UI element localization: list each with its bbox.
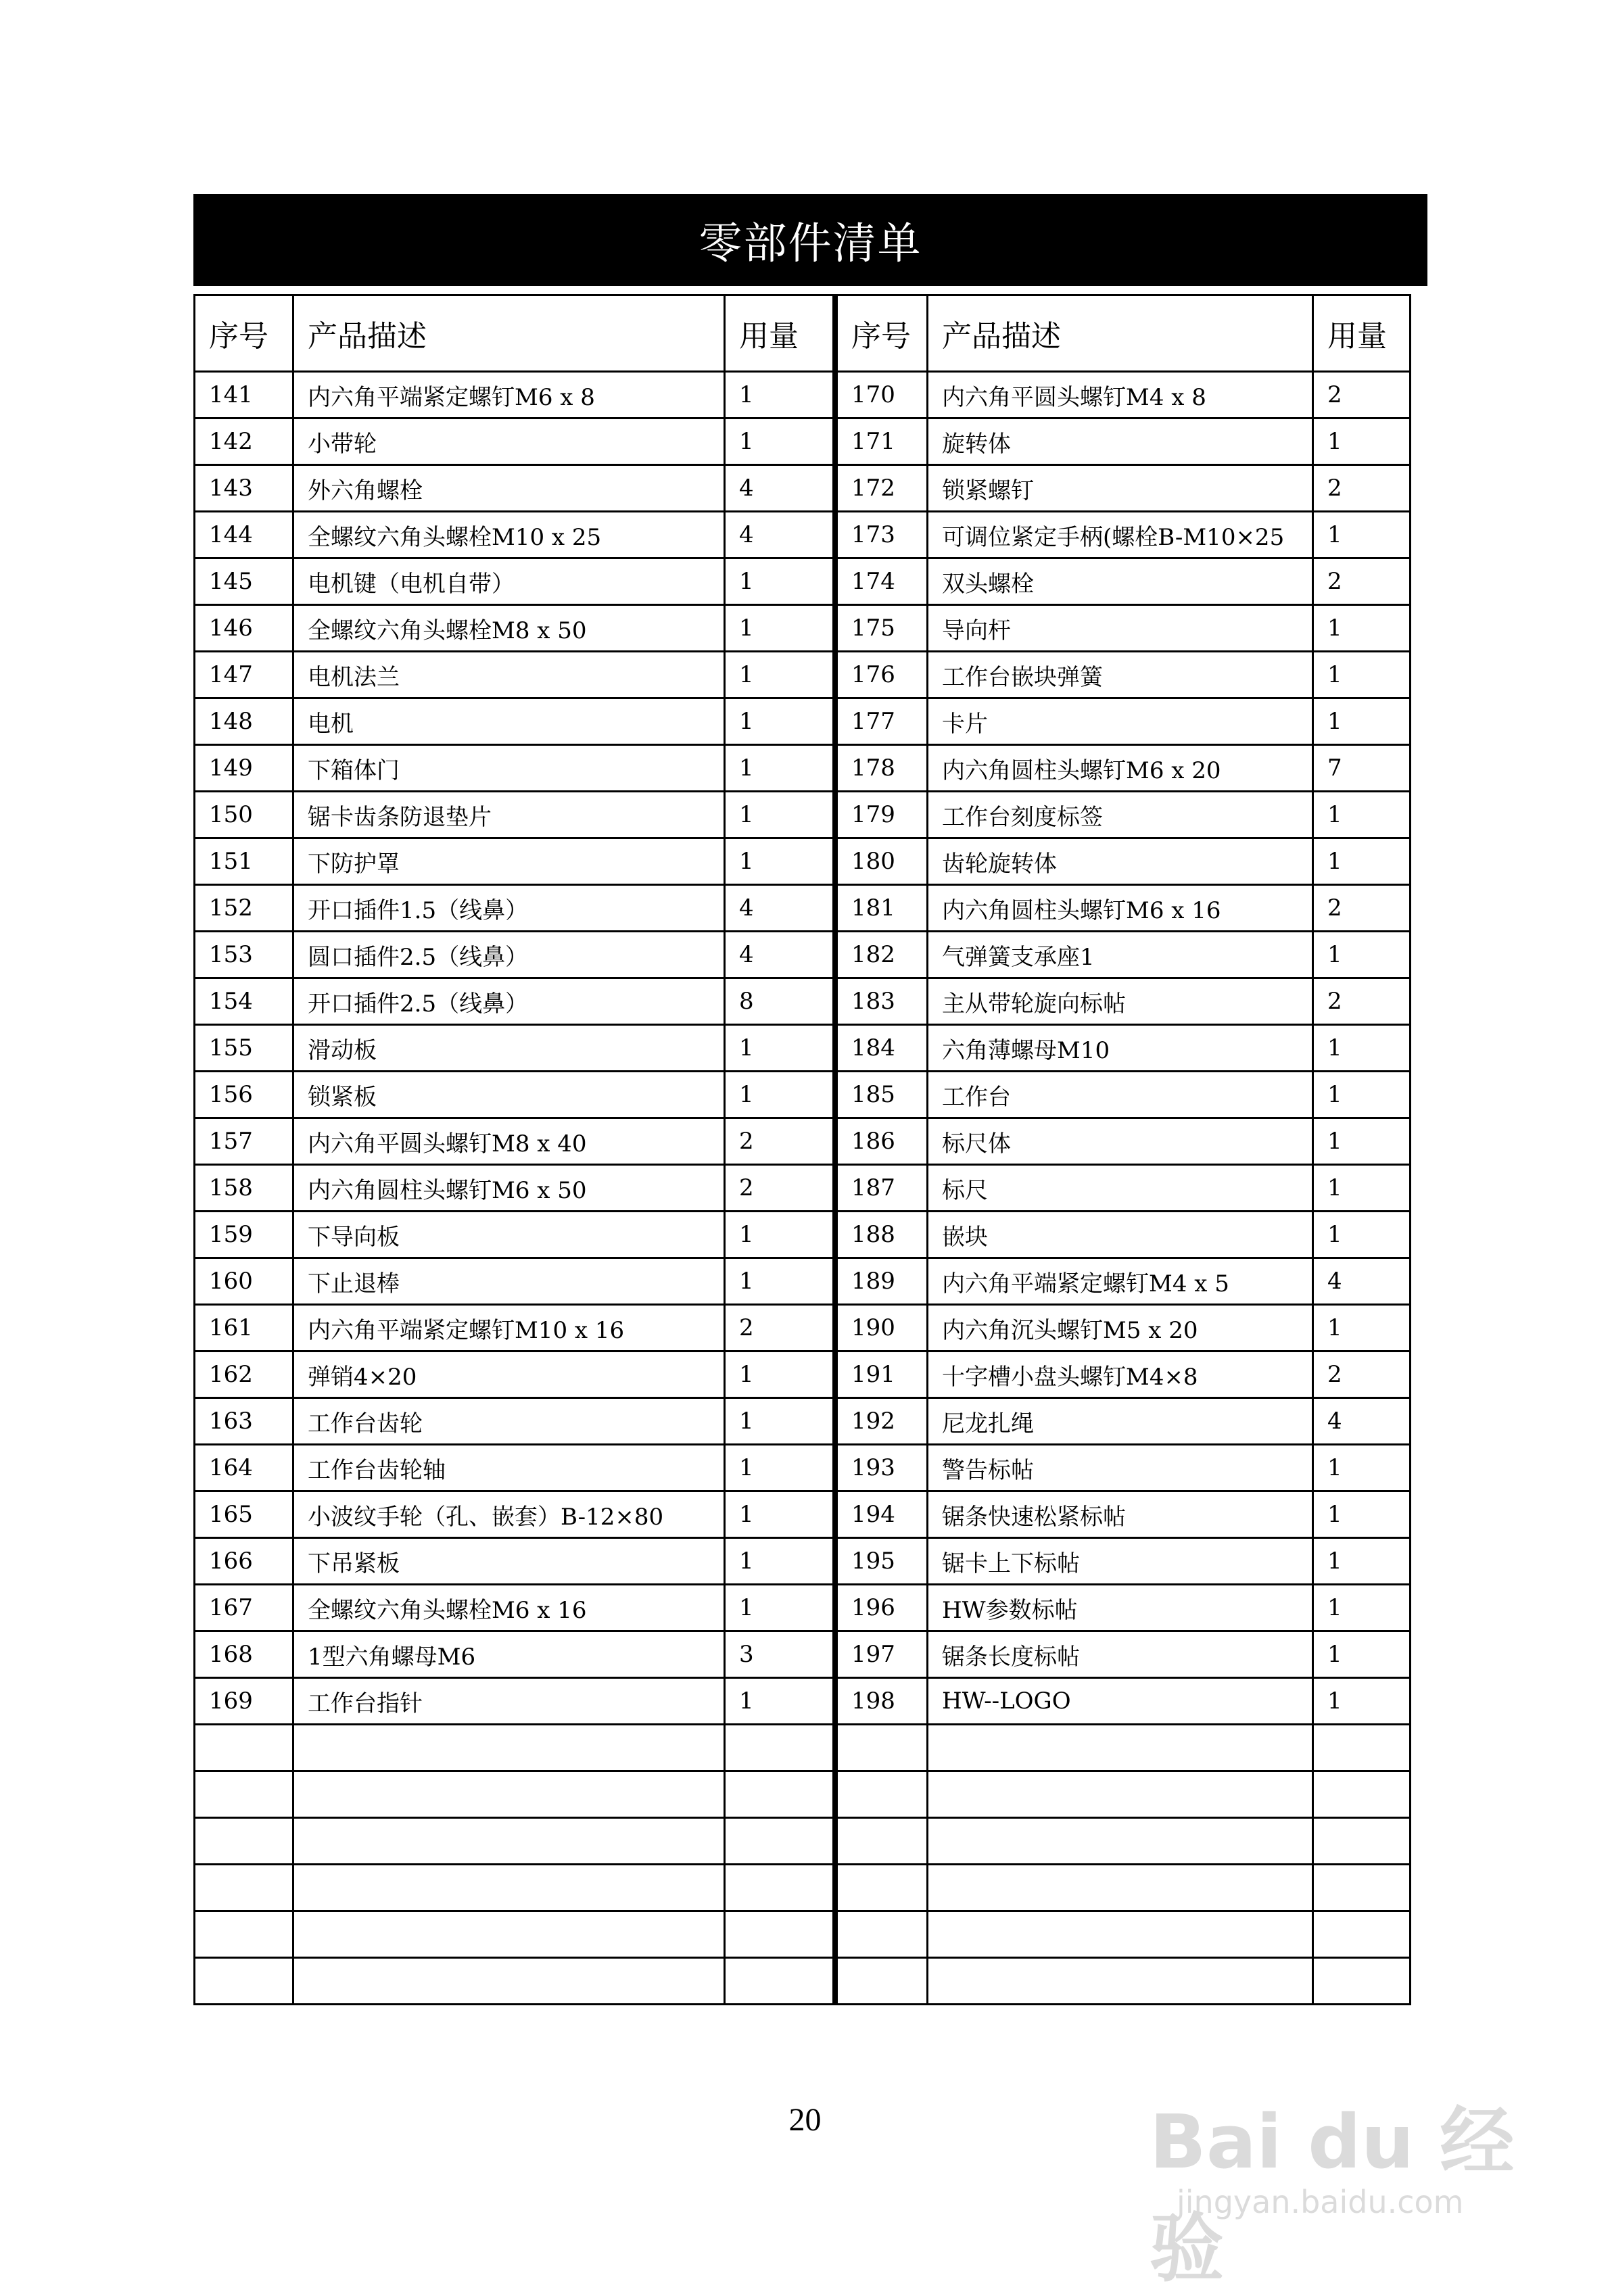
cell-no: 175	[837, 605, 928, 652]
cell-desc: 内六角平端紧定螺钉M6 x 8	[293, 372, 725, 418]
cell-qty: 1	[1313, 1072, 1411, 1118]
cell-qty: 1	[725, 1585, 834, 1631]
cell-desc	[928, 1725, 1313, 1771]
cell-desc: 卡片	[928, 698, 1313, 745]
cell-no: 162	[195, 1352, 293, 1398]
cell-desc	[928, 1865, 1313, 1911]
cell-no: 166	[195, 1538, 293, 1585]
cell-qty: 4	[725, 512, 834, 558]
cell-no: 195	[837, 1538, 928, 1585]
cell-desc: 电机键（电机自带）	[293, 558, 725, 605]
cell-qty: 7	[1313, 745, 1411, 792]
table-row	[837, 1445, 1411, 1491]
cell-no: 141	[195, 372, 293, 418]
cell-qty: 1	[725, 1212, 834, 1258]
cell-qty: 1	[725, 1491, 834, 1538]
table-row	[195, 1631, 834, 1678]
table-row	[837, 885, 1411, 932]
cell-qty: 4	[725, 932, 834, 978]
cell-desc: 内六角沉头螺钉M5 x 20	[928, 1305, 1313, 1352]
table-row	[837, 418, 1411, 465]
cell-desc: 全螺纹六角头螺栓M10 x 25	[293, 512, 725, 558]
table-row	[195, 1258, 834, 1305]
cell-no: 146	[195, 605, 293, 652]
cell-desc: 锯条快速松紧标帖	[928, 1491, 1313, 1538]
cell-no: 191	[837, 1352, 928, 1398]
cell-qty: 1	[1313, 698, 1411, 745]
cell-qty: 1	[725, 1538, 834, 1585]
cell-qty: 2	[725, 1118, 834, 1165]
cell-desc: 标尺	[928, 1165, 1313, 1212]
cell-qty	[1313, 1771, 1411, 1818]
cell-no: 156	[195, 1072, 293, 1118]
parts-table-left	[193, 294, 836, 2005]
cell-qty: 1	[1313, 1445, 1411, 1491]
table-row	[195, 652, 834, 698]
cell-desc: 工作台指针	[293, 1678, 725, 1725]
header-no: 序号	[195, 295, 293, 372]
cell-desc: 工作台刻度标签	[928, 792, 1313, 838]
cell-desc: 小带轮	[293, 418, 725, 465]
table-row	[195, 745, 834, 792]
cell-no	[195, 1865, 293, 1911]
cell-desc: 内六角圆柱头螺钉M6 x 50	[293, 1165, 725, 1212]
table-row	[837, 652, 1411, 698]
table-row	[195, 1305, 834, 1352]
cell-qty: 1	[1313, 1118, 1411, 1165]
table-row	[195, 1072, 834, 1118]
header-qty: 用量	[725, 295, 834, 372]
cell-no: 142	[195, 418, 293, 465]
cell-desc: 工作台	[928, 1072, 1313, 1118]
cell-desc: 双头螺栓	[928, 558, 1313, 605]
table-row	[837, 932, 1411, 978]
cell-no: 197	[837, 1631, 928, 1678]
parts-table-right	[836, 294, 1411, 2005]
cell-no: 147	[195, 652, 293, 698]
cell-qty	[725, 1865, 834, 1911]
cell-desc: 尼龙扎绳	[928, 1398, 1313, 1445]
cell-qty: 2	[1313, 465, 1411, 512]
cell-qty: 1	[1313, 792, 1411, 838]
cell-desc: 1型六角螺母M6	[293, 1631, 725, 1678]
cell-qty: 1	[725, 558, 834, 605]
cell-qty: 1	[725, 792, 834, 838]
cell-no	[195, 1771, 293, 1818]
table-row	[837, 1212, 1411, 1258]
table-row	[837, 372, 1411, 418]
cell-qty: 1	[1313, 1025, 1411, 1072]
cell-no: 196	[837, 1585, 928, 1631]
cell-desc: 内六角平端紧定螺钉M10 x 16	[293, 1305, 725, 1352]
cell-no: 163	[195, 1398, 293, 1445]
cell-desc: 内六角圆柱头螺钉M6 x 16	[928, 885, 1313, 932]
cell-desc: 可调位紧定手柄(螺栓B-M10×25	[928, 512, 1313, 558]
cell-qty	[725, 1771, 834, 1818]
cell-no: 157	[195, 1118, 293, 1165]
cell-desc: 齿轮旋转体	[928, 838, 1313, 885]
page-number: 20	[788, 2102, 822, 2138]
watermark-brand: Bai du 经验	[1150, 2099, 1515, 2292]
cell-no: 155	[195, 1025, 293, 1072]
table-header-row	[195, 295, 834, 372]
cell-qty: 1	[725, 372, 834, 418]
table-row	[195, 1818, 834, 1865]
cell-desc: 全螺纹六角头螺栓M8 x 50	[293, 605, 725, 652]
page-title: 零部件清单	[193, 194, 1427, 286]
cell-qty: 3	[725, 1631, 834, 1678]
cell-desc: 旋转体	[928, 418, 1313, 465]
cell-desc: 外六角螺栓	[293, 465, 725, 512]
cell-no: 154	[195, 978, 293, 1025]
cell-qty: 1	[1313, 512, 1411, 558]
cell-qty	[1313, 1911, 1411, 1958]
table-row	[195, 698, 834, 745]
table-row	[837, 1352, 1411, 1398]
cell-no	[837, 1771, 928, 1818]
cell-qty	[725, 1911, 834, 1958]
table-row	[837, 1025, 1411, 1072]
cell-no: 148	[195, 698, 293, 745]
cell-no: 183	[837, 978, 928, 1025]
cell-qty: 4	[1313, 1398, 1411, 1445]
cell-desc: 内六角圆柱头螺钉M6 x 20	[928, 745, 1313, 792]
watermark-logo	[1150, 2069, 1528, 2292]
cell-desc: 主从带轮旋向标帖	[928, 978, 1313, 1025]
cell-desc: 开口插件2.5（线鼻）	[293, 978, 725, 1025]
table-row	[195, 1212, 834, 1258]
cell-no: 181	[837, 885, 928, 932]
cell-desc: 锯条长度标帖	[928, 1631, 1313, 1678]
cell-qty: 1	[725, 1072, 834, 1118]
table-row	[837, 838, 1411, 885]
cell-no: 185	[837, 1072, 928, 1118]
cell-no: 150	[195, 792, 293, 838]
table-row	[837, 605, 1411, 652]
cell-desc: 工作台齿轮	[293, 1398, 725, 1445]
table-row	[837, 1165, 1411, 1212]
cell-desc: 导向杆	[928, 605, 1313, 652]
cell-desc: 锯卡上下标帖	[928, 1538, 1313, 1585]
table-row	[837, 1725, 1411, 1771]
table-row	[195, 418, 834, 465]
table-row	[195, 1118, 834, 1165]
cell-desc: 内六角平圆头螺钉M4 x 8	[928, 372, 1313, 418]
table-row	[837, 1305, 1411, 1352]
table-row	[195, 1025, 834, 1072]
cell-desc: 标尺体	[928, 1118, 1313, 1165]
table-row	[837, 1491, 1411, 1538]
cell-qty	[1313, 1818, 1411, 1865]
cell-no: 173	[837, 512, 928, 558]
table-row	[837, 1258, 1411, 1305]
table-row	[195, 1491, 834, 1538]
cell-qty: 1	[725, 418, 834, 465]
table-row	[195, 1725, 834, 1771]
cell-no: 187	[837, 1165, 928, 1212]
table-row	[837, 698, 1411, 745]
cell-qty: 1	[725, 1258, 834, 1305]
table-row	[837, 1818, 1411, 1865]
table-row	[837, 558, 1411, 605]
cell-no: 149	[195, 745, 293, 792]
table-row	[837, 1072, 1411, 1118]
cell-desc: 锯卡齿条防退垫片	[293, 792, 725, 838]
cell-desc: 内六角平圆头螺钉M8 x 40	[293, 1118, 725, 1165]
cell-qty: 2	[725, 1165, 834, 1212]
cell-no	[837, 1911, 928, 1958]
table-row	[837, 1958, 1411, 2005]
table-row	[837, 1631, 1411, 1678]
cell-desc: 下防护罩	[293, 838, 725, 885]
cell-desc: 下箱体门	[293, 745, 725, 792]
cell-qty: 1	[1313, 1678, 1411, 1725]
table-row	[195, 838, 834, 885]
table-row	[837, 465, 1411, 512]
cell-desc: 电机	[293, 698, 725, 745]
cell-desc: 滑动板	[293, 1025, 725, 1072]
cell-no: 152	[195, 885, 293, 932]
cell-no	[837, 1958, 928, 2005]
cell-qty: 1	[725, 605, 834, 652]
cell-desc	[293, 1958, 725, 2005]
header-desc: 产品描述	[928, 295, 1313, 372]
cell-qty: 1	[1313, 1491, 1411, 1538]
cell-desc: HW--LOGO	[928, 1678, 1313, 1725]
cell-desc: 小波纹手轮（孔、嵌套）B-12×80	[293, 1491, 725, 1538]
cell-no: 177	[837, 698, 928, 745]
watermark-url: jingyan.baidu.com	[1177, 2184, 1464, 2220]
cell-qty: 1	[725, 838, 834, 885]
cell-no: 182	[837, 932, 928, 978]
cell-no: 194	[837, 1491, 928, 1538]
table-row	[195, 465, 834, 512]
cell-desc: 弹销4×20	[293, 1352, 725, 1398]
cell-no: 180	[837, 838, 928, 885]
cell-qty: 1	[1313, 1212, 1411, 1258]
cell-desc: 全螺纹六角头螺栓M6 x 16	[293, 1585, 725, 1631]
cell-qty: 1	[1313, 1538, 1411, 1585]
cell-no	[195, 1725, 293, 1771]
cell-no: 161	[195, 1305, 293, 1352]
cell-no: 168	[195, 1631, 293, 1678]
cell-desc: HW参数标帖	[928, 1585, 1313, 1631]
cell-desc	[928, 1818, 1313, 1865]
table-row	[837, 1398, 1411, 1445]
cell-desc: 六角薄螺母M10	[928, 1025, 1313, 1072]
cell-no: 170	[837, 372, 928, 418]
cell-qty: 4	[725, 465, 834, 512]
cell-qty: 2	[1313, 558, 1411, 605]
cell-qty	[725, 1818, 834, 1865]
table-row	[837, 1911, 1411, 1958]
table-row	[837, 1865, 1411, 1911]
table-row	[195, 1771, 834, 1818]
cell-qty: 1	[1313, 1305, 1411, 1352]
cell-qty: 2	[1313, 372, 1411, 418]
cell-desc: 工作台嵌块弹簧	[928, 652, 1313, 698]
cell-desc: 气弹簧支承座1	[928, 932, 1313, 978]
cell-qty: 1	[1313, 932, 1411, 978]
cell-no	[837, 1865, 928, 1911]
cell-desc	[293, 1725, 725, 1771]
table-row	[837, 1585, 1411, 1631]
cell-desc	[293, 1911, 725, 1958]
table-row	[195, 1398, 834, 1445]
cell-no: 158	[195, 1165, 293, 1212]
cell-no: 171	[837, 418, 928, 465]
cell-desc	[293, 1771, 725, 1818]
cell-qty: 1	[725, 1025, 834, 1072]
table-row	[195, 1585, 834, 1631]
cell-desc: 警告标帖	[928, 1445, 1313, 1491]
cell-qty: 1	[1313, 418, 1411, 465]
cell-no: 178	[837, 745, 928, 792]
cell-no: 164	[195, 1445, 293, 1491]
table-row	[837, 792, 1411, 838]
cell-qty: 1	[725, 745, 834, 792]
cell-desc: 工作台齿轮轴	[293, 1445, 725, 1491]
table-row	[195, 1958, 834, 2005]
cell-no: 165	[195, 1491, 293, 1538]
cell-no: 189	[837, 1258, 928, 1305]
cell-desc: 锁紧螺钉	[928, 465, 1313, 512]
cell-qty: 1	[725, 1445, 834, 1491]
cell-no: 169	[195, 1678, 293, 1725]
table-row	[837, 512, 1411, 558]
header-desc: 产品描述	[293, 295, 725, 372]
cell-desc	[293, 1865, 725, 1911]
cell-qty	[1313, 1865, 1411, 1911]
header-no: 序号	[837, 295, 928, 372]
cell-no: 153	[195, 932, 293, 978]
cell-qty: 4	[725, 885, 834, 932]
cell-qty: 1	[1313, 1585, 1411, 1631]
table-row	[837, 1538, 1411, 1585]
cell-desc	[928, 1911, 1313, 1958]
table-row	[195, 792, 834, 838]
cell-qty: 1	[1313, 652, 1411, 698]
table-row	[195, 1352, 834, 1398]
cell-no: 172	[837, 465, 928, 512]
cell-desc: 十字槽小盘头螺钉M4×8	[928, 1352, 1313, 1398]
cell-qty	[1313, 1958, 1411, 2005]
cell-no: 174	[837, 558, 928, 605]
table-row	[195, 1911, 834, 1958]
table-row	[195, 1445, 834, 1491]
cell-qty	[725, 1958, 834, 2005]
cell-qty: 1	[1313, 1165, 1411, 1212]
cell-qty: 2	[1313, 1352, 1411, 1398]
cell-qty: 1	[1313, 838, 1411, 885]
cell-desc: 内六角平端紧定螺钉M4 x 5	[928, 1258, 1313, 1305]
table-row	[195, 512, 834, 558]
cell-no: 167	[195, 1585, 293, 1631]
cell-qty: 1	[725, 698, 834, 745]
cell-no: 188	[837, 1212, 928, 1258]
cell-desc: 嵌块	[928, 1212, 1313, 1258]
cell-desc: 开口插件1.5（线鼻）	[293, 885, 725, 932]
cell-no: 184	[837, 1025, 928, 1072]
cell-no: 179	[837, 792, 928, 838]
table-row	[195, 885, 834, 932]
cell-no: 176	[837, 652, 928, 698]
table-row	[195, 558, 834, 605]
cell-desc	[293, 1818, 725, 1865]
cell-qty: 1	[725, 652, 834, 698]
cell-qty: 1	[725, 1352, 834, 1398]
cell-qty: 1	[1313, 1631, 1411, 1678]
table-row	[837, 1771, 1411, 1818]
cell-no: 192	[837, 1398, 928, 1445]
cell-qty	[725, 1725, 834, 1771]
cell-desc: 电机法兰	[293, 652, 725, 698]
table-header-row	[837, 295, 1411, 372]
cell-desc: 圆口插件2.5（线鼻）	[293, 932, 725, 978]
cell-qty: 1	[1313, 605, 1411, 652]
table-row	[195, 372, 834, 418]
cell-qty: 4	[1313, 1258, 1411, 1305]
cell-no: 160	[195, 1258, 293, 1305]
cell-no	[195, 1911, 293, 1958]
cell-desc	[928, 1771, 1313, 1818]
table-row	[837, 978, 1411, 1025]
cell-no	[837, 1725, 928, 1771]
cell-qty: 1	[725, 1678, 834, 1725]
cell-no: 159	[195, 1212, 293, 1258]
cell-desc: 下导向板	[293, 1212, 725, 1258]
cell-no: 151	[195, 838, 293, 885]
cell-qty: 2	[1313, 885, 1411, 932]
header-qty: 用量	[1313, 295, 1411, 372]
table-row	[837, 745, 1411, 792]
cell-qty: 8	[725, 978, 834, 1025]
cell-no	[195, 1818, 293, 1865]
cell-qty: 2	[1313, 978, 1411, 1025]
cell-desc: 锁紧板	[293, 1072, 725, 1118]
table-row	[195, 1865, 834, 1911]
cell-no	[837, 1818, 928, 1865]
cell-no: 198	[837, 1678, 928, 1725]
table-row	[195, 1678, 834, 1725]
table-row	[195, 1538, 834, 1585]
cell-desc: 下止退棒	[293, 1258, 725, 1305]
table-row	[195, 932, 834, 978]
table-row	[837, 1678, 1411, 1725]
cell-no: 193	[837, 1445, 928, 1491]
cell-no: 143	[195, 465, 293, 512]
cell-no: 186	[837, 1118, 928, 1165]
table-row	[195, 978, 834, 1025]
cell-desc	[928, 1958, 1313, 2005]
table-row	[195, 605, 834, 652]
cell-qty	[1313, 1725, 1411, 1771]
cell-no: 144	[195, 512, 293, 558]
cell-no: 190	[837, 1305, 928, 1352]
cell-desc: 下吊紧板	[293, 1538, 725, 1585]
table-row	[837, 1118, 1411, 1165]
cell-qty: 1	[725, 1398, 834, 1445]
cell-qty: 2	[725, 1305, 834, 1352]
cell-no	[195, 1958, 293, 2005]
table-row	[195, 1165, 834, 1212]
cell-no: 145	[195, 558, 293, 605]
